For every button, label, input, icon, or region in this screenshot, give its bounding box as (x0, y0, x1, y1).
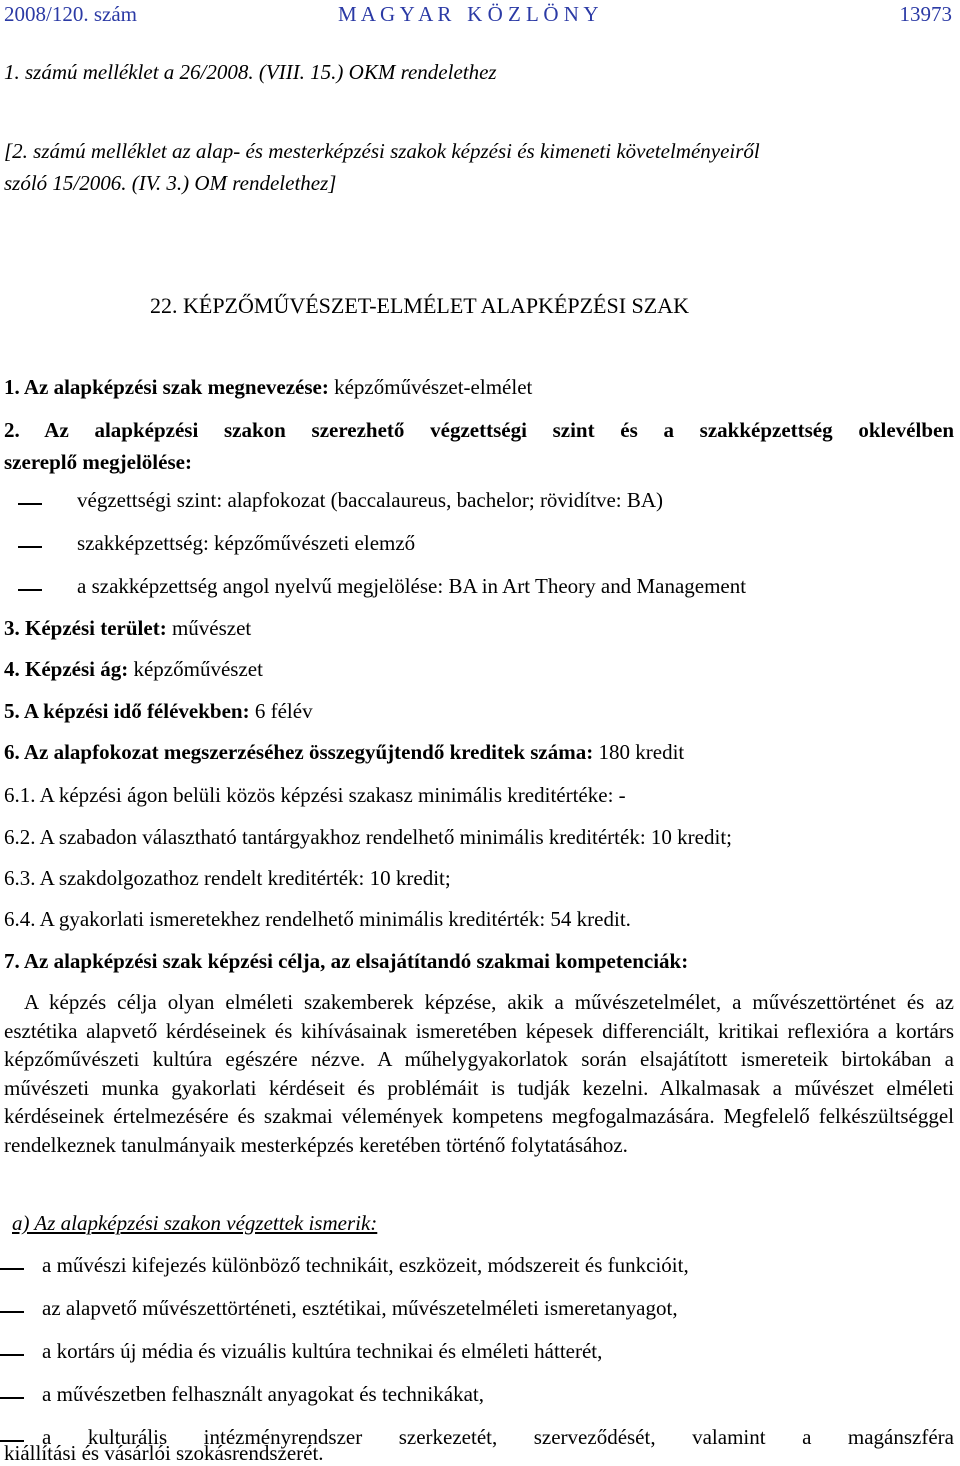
item-4-value: képzőművészet (128, 657, 263, 681)
subsection-a-heading (12, 1211, 377, 1236)
goal-paragraph-text: A képzés célja olyan elméleti szakemberek képzése, akik a művészetelmélet, a művészettörténet és az esztétika alapvető kérdéseinek és kihívásainak ismeretében képesek differenciált, kritikai reflexióra a kortárs képzőművészeti kultúra egészére nézve. A műhelygyakorlatok során elsajátított ismereteik birtokában a művészeti munka gyakorlati kérdéseit és problémáit is tudják kezelni. Alkalmasak a művészet elméleti kérdéseinek értelmezésére és szakmai vélemények kompetens megfogalmazására. Megfelelő felkészültséggel rendelkeznek tanulmányaik mesterképzés keretében történő folytatásához. (4, 990, 954, 1157)
subsection-a-bullet-2: az alapvető művészettörténeti, esztétikai, művészetelméleti ismeretanyagot, (42, 1296, 678, 1320)
dash-bullet (18, 589, 42, 591)
item-5-label: 5. A képzési idő félévekben: (4, 699, 250, 723)
item-3 (4, 616, 251, 641)
item-2-line1: 2. Az alapképzési szakon szerezhető végzettségi szint és a szakképzettség oklevélben (4, 418, 954, 442)
item-6-4: 6.4. A gyakorlati ismeretekhez rendelhető minimális kreditérték: 54 kredit. (4, 907, 631, 931)
item-5-value: 6 félév (249, 699, 313, 723)
subsection-a-bullet-5-line1: a kulturális intézményrendszer szerkezetét, szerveződését, valamint a magánszféra (42, 1425, 954, 1449)
dash-bullet (0, 1311, 24, 1313)
item-1-value: képzőművészet-elmélet (328, 375, 533, 399)
annex-subtitle-line2: szóló 15/2006. (IV. 3.) OM rendelethez] (4, 171, 337, 195)
dash-bullet (18, 546, 42, 548)
subsection-a-letter: a) (12, 1211, 30, 1235)
item-4-label: 4. Képzési ág: (4, 657, 129, 681)
item-6-3: 6.3. A szakdolgozathoz rendelt kreditérték: 10 kredit; (4, 866, 451, 890)
item-1 (4, 375, 532, 400)
item-6-label: 6. Az alapfokozat megszerzéséhez összegyűjtendő kreditek száma: (4, 740, 594, 764)
item-2-line2: szereplő megjelölése: (4, 450, 192, 474)
subsection-a-bullet-4: a művészetben felhasznált anyagokat és technikákat, (42, 1382, 484, 1406)
item-2-bullet-3: a szakképzettség angol nyelvű megjelölése: BA in Art Theory and Management (77, 574, 747, 598)
subsection-a-bullet-3: a kortárs új média és vizuális kultúra technikai és elméleti hátterét, (42, 1339, 603, 1363)
dash-bullet (0, 1268, 24, 1270)
item-3-value: művészet (166, 616, 252, 640)
dash-bullet (0, 1354, 24, 1356)
subsection-a-bullet-1: a művészi kifejezés különböző technikáit, eszközeit, módszereit és funkcióit, (42, 1253, 689, 1277)
item-6 (4, 740, 684, 765)
dash-bullet (0, 1397, 24, 1399)
item-6-1: 6.1. A képzési ágon belüli közös képzési szakasz minimális kreditértéke: - (4, 783, 626, 807)
journal-title: M A G Y A R K Ö Z L Ö N Y (338, 2, 599, 26)
item-2-bullet-1: végzettségi szint: alapfokozat (baccalaureus, bachelor; rövidítve: BA) (77, 488, 664, 512)
item-7-heading: 7. Az alapképzési szak képzési célja, az elsajátítandó szakmai kompetenciák: (4, 949, 689, 973)
item-2-bullet-2: szakképzettség: képzőművészeti elemző (77, 531, 416, 555)
issue-number: 2008/120. szám (4, 2, 137, 26)
item-3-label: 3. Képzési terület: (4, 616, 167, 640)
item-6-value: 180 kredit (593, 740, 685, 764)
item-4 (4, 657, 263, 682)
subsection-a-bullet-5-line2: kiállítási és vásárlói szokásrendszerét. (4, 1441, 324, 1465)
dash-bullet (18, 503, 42, 505)
item-1-label: 1. Az alapképzési szak megnevezése: (4, 375, 329, 399)
item-6-2: 6.2. A szabadon választható tantárgyakhoz rendelhető minimális kreditérték: 10 kredit; (4, 825, 732, 849)
section-title: 22. KÉPZŐMŰVÉSZET-ELMÉLET ALAPKÉPZÉSI SZAK (150, 293, 689, 318)
item-5 (4, 699, 313, 724)
subsection-a-title: Az alapképzési szakon végzettek ismerik: (29, 1211, 378, 1235)
goal-paragraph (4, 988, 954, 1159)
annex-title: 1. számú melléklet a 26/2008. (VIII. 15.) OKM rendelethez (4, 60, 497, 84)
page-number: 13973 (899, 2, 952, 26)
annex-subtitle-line1: [2. számú melléklet az alap- és mesterképzési szakok képzési és kimeneti követelményeiről (4, 139, 760, 163)
